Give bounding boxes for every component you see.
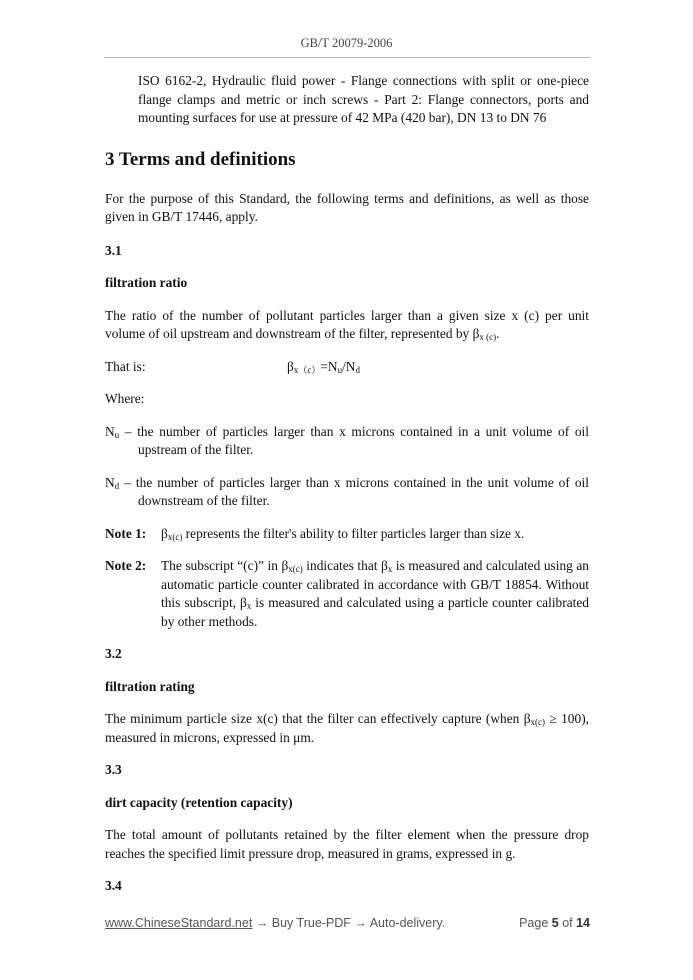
where-label: Where: (105, 391, 145, 406)
formula: $\beta_{x(c)}=N_u/N_d$ (287, 358, 360, 375)
section-lead: For the purpose of this Standard, the following terms and definitions, as well as those given in GB/T 17446, apply. (105, 190, 589, 224)
footer-tagline: → Buy True-PDF → Auto-delivery. (252, 916, 446, 930)
note-2 (105, 557, 589, 631)
note-2-text: The subscript “(c)” in $\beta_{x(c)}$ indicates that $\beta_x$ is measured and calculated using an automatic particle counter calibrated in accordance with GB/T 18854. Without this subscript, $\beta_x$ is measured and calculated using a particle counter calibrated by other methods. (161, 558, 590, 629)
note-1-text: $\beta_{x(c)}$ represents the filter's ability to filter particles larger than size x. (161, 525, 525, 542)
note-1-label: Note 1: (105, 525, 147, 541)
formula-row (105, 358, 589, 377)
symbol-definition-nd: $N_d$ – the number of particles larger than x microns contained in the unit volume of oil downstream of the filter. (105, 474, 589, 508)
term-filtration-ratio: filtration ratio (105, 275, 188, 290)
note-1 (105, 525, 589, 544)
page-footer (105, 916, 590, 930)
reference-entry: ISO 6162-2, Hydraulic fluid power - Flange connections with split or one-piece flange clamps and metric or inch screws - Part 2: Flange connectors, ports and mounting surfaces for use at pressure of 42 MPa (420 bar), DN 13 to DN 76 (138, 73, 589, 125)
clause-number-3-3: 3.3 (105, 762, 122, 777)
clause-number-3-1: 3.1 (105, 242, 122, 258)
footer-site-link[interactable]: www.ChineseStandard.net (105, 916, 253, 930)
definition-filtration-rating: The minimum particle size x(c) that the filter can effectively capture (when $\beta_{x(c)} \ge 100$), measured in microns, expressed in μm. (105, 711, 590, 745)
header-rule (104, 57, 590, 58)
term-filtration-rating: filtration rating (105, 678, 195, 694)
clause-number-3-2: 3.2 (105, 646, 122, 661)
definition-filtration-ratio: The ratio of the number of pollutant particles larger than a given size x (c) per unit volume of oil upstream and downstream of the filter, represented by $\beta_{x (c)}$. (105, 307, 589, 342)
page-counter: Page 5 of 14 (519, 916, 590, 930)
note-2-label: Note 2: (105, 558, 147, 573)
running-header: GB/T 20079-2006 (300, 36, 393, 50)
that-is-label: That is: (105, 358, 146, 374)
section-title: 3 Terms and definitions (105, 148, 296, 170)
clause-number-3-4: 3.4 (105, 878, 122, 893)
definition-dirt-capacity: The total amount of pollutants retained by the filter element when the pressure drop reaches the specified limit pressure drop, measured in grams, expressed in g. (105, 827, 589, 861)
symbol-definition-nu: $N_u$ – the number of particles larger than x microns contained in a unit volume of oil upstream of the filter. (105, 423, 589, 457)
page-body (105, 72, 589, 910)
term-dirt-capacity: dirt capacity (retention capacity) (105, 794, 293, 810)
